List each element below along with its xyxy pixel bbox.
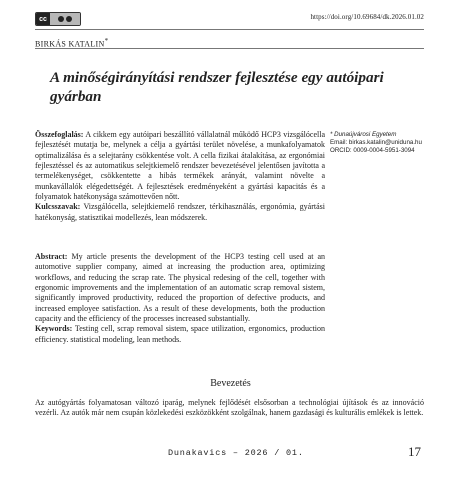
author-name: BIRKÁS KATALIN*	[35, 37, 109, 49]
header-rule-bottom	[35, 48, 424, 49]
abstract-hu-text: A cikkem egy autóipari beszállító vállalatnál működő HCP3 vizsgálócella fejlesztését mutatja be, melynek a célja a gyártási terület növelése, a munkafolyamatok optimalizálása és a selejtarány csökkentése volt. A cella fizikai átalakítása, az ergonómiai fejlesztéssel és az automatikus selejtkiemelő rendszer bevezetésével jelentősen javította a termelékenységet, csökkentette a hibás termékek arányát, valamint növelte a munkavállalók elégedettségét. A fejlesztések eredményeként a gyártási kapacitás és a folyamatok hatékonysága számottevően nőtt.	[35, 130, 325, 202]
keywords-en-label: Keywords:	[35, 324, 73, 334]
abstract-en-text: My article presents the development of the HCP3 testing cell used at an automotive supplier company, aimed at increasing the production area, optimizing workflows, and reducing the scrap rate. The physical redesing of the cell, together with ergonomic improvements and the implementation of an automatic scrap removal sistem, significantly improved productivity, reduced the proportion of defective products, and increased employee satisfaction. As a result of these developments, both the production capacity and the efficiency of the processes increased substantially.	[35, 252, 326, 324]
cc-license-label: cc	[36, 13, 50, 25]
abstract-en-label: Abstract:	[35, 252, 68, 261]
author-affiliation	[330, 131, 440, 155]
abstract-hungarian	[35, 130, 325, 223]
article-title: A minőségirányítási rendszer fejlesztése egy autóipari gyárban	[50, 69, 384, 105]
keywords-en-text: Testing cell, scrap removal sistem, space utilization, ergonomics, production efficiency. statistical modeling, lean methods.	[35, 324, 326, 344]
affiliation-institution: * Dunaújvárosi Egyetem	[330, 131, 397, 138]
affiliation-email[interactable]: Email: birkas.katalin@uniduna.hu	[330, 139, 422, 146]
author-footnote-mark: *	[104, 37, 109, 45]
page-number: 17	[408, 444, 421, 459]
doi-link[interactable]: https://doi.org/10.69684/dk.2026.01.02	[310, 13, 424, 21]
section-intro-text: Az autógyártás folyamatosan változó iparág, melynek fejlődését elsősorban a technológiai újítások és az innováció vezérli. Az autók már nem csupán közlekedési eszközökként szolgálnak, hanem gazdasági és kulturális emlékek is lettek.	[35, 398, 424, 418]
by-attribution-icon	[50, 13, 80, 25]
affiliation-orcid[interactable]: ORCID: 0009-0004-5951-3094	[330, 147, 415, 154]
abstract-english	[35, 252, 325, 345]
keywords-hu-text: Vizsgálócella, selejtkiemelő rendszer, térkihasználás, ergonómia, gyártási hatékonyság, statisztikai modellezés, lean módszerek.	[35, 202, 325, 222]
header-rule-top	[35, 29, 424, 30]
keywords-hu-label: Kulcsszavak:	[35, 202, 81, 212]
journal-footer: Dunakavics – 2026 / 01.	[168, 448, 304, 458]
cc-by-license-icon	[35, 12, 81, 26]
abstract-hu-label: Összefoglalás:	[35, 130, 84, 139]
section-heading: Bevezetés	[210, 378, 251, 389]
